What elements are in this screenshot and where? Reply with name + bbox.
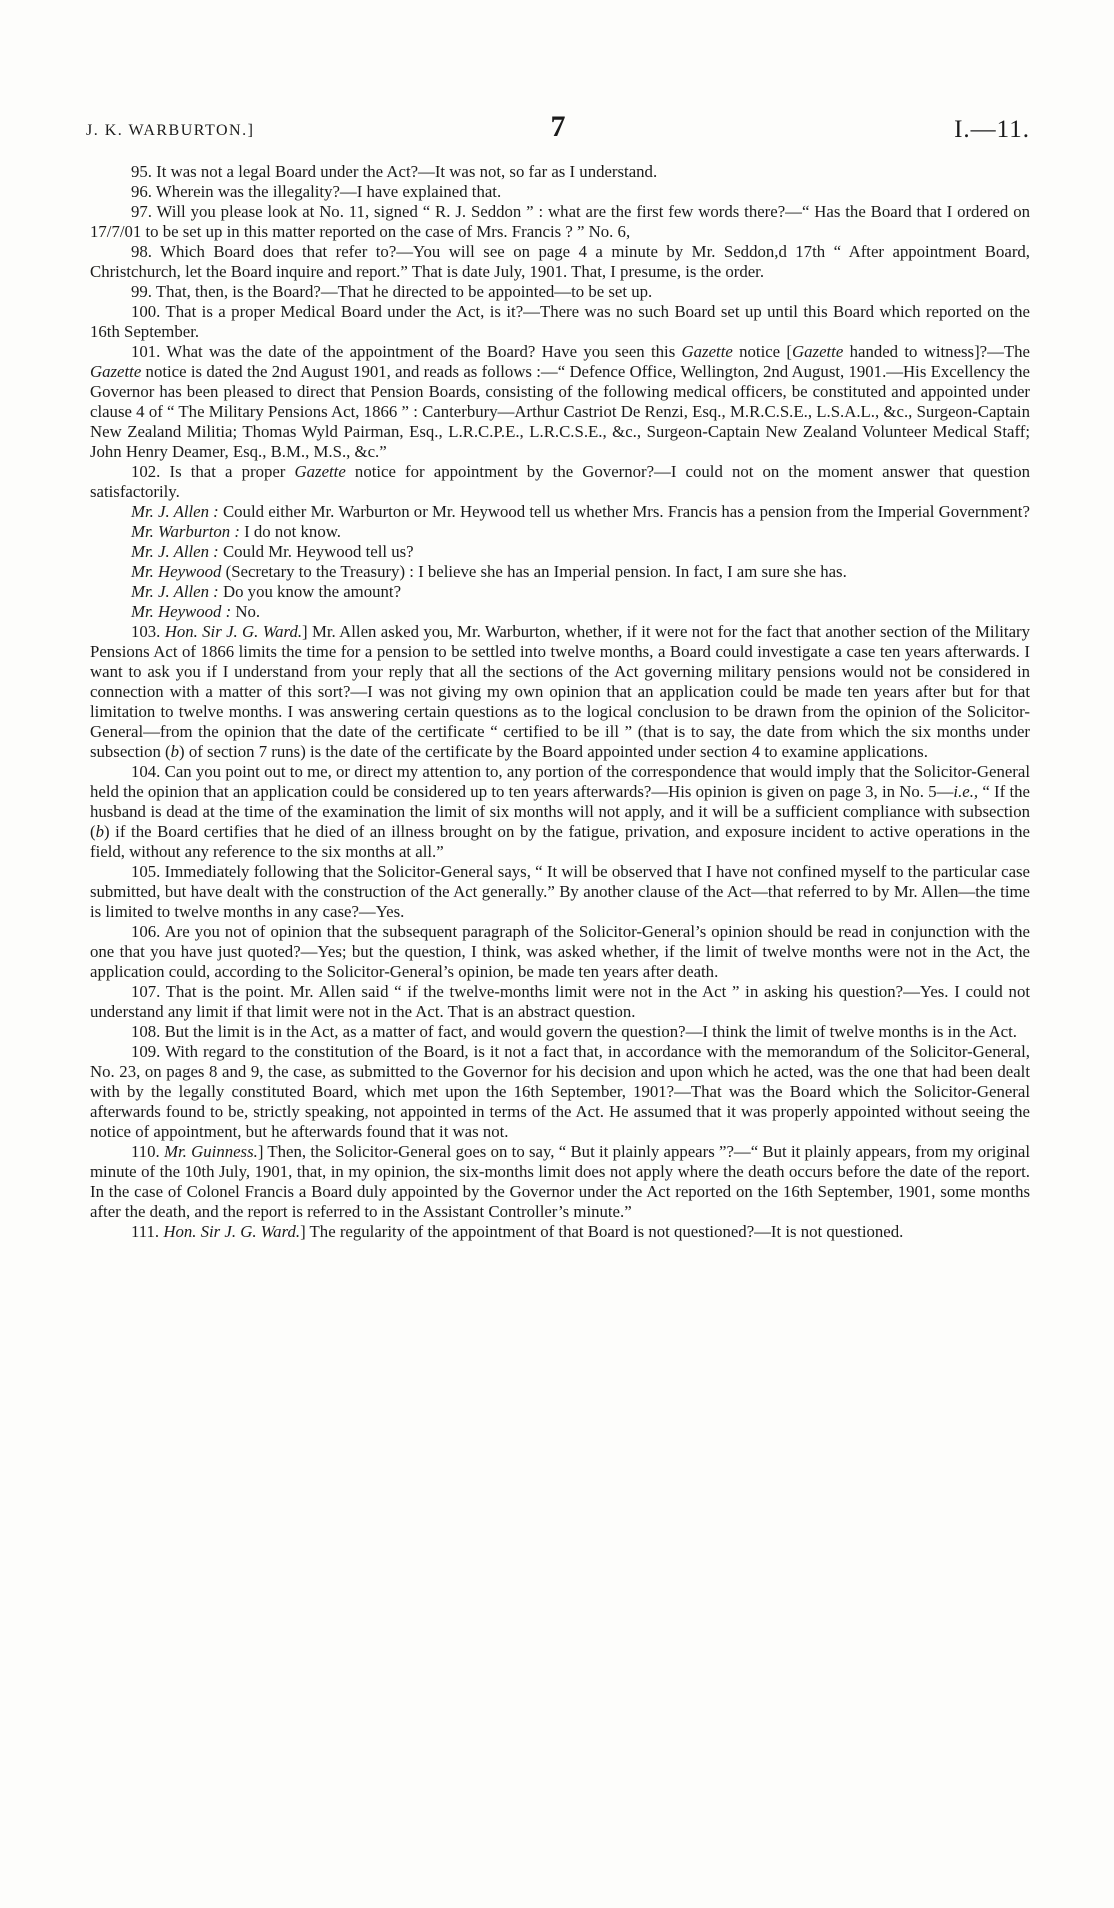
text-run: 109. With regard to the constitution of the Board, is it not a fact that, in accordance with the memorandum of the Solicitor-General, No. 23, on pages 8 and 9, the case, as submitted to the Governor for his decision and upon which he acted, was the one that had been dealt with by the legally constituted Board, which met upon the 16th September, 1901?—That was the Board which the Solicitor-General afterwards found to be, strictly speaking, not appointed in terms of the Act. He assumed that it was properly appointed without seeing the notice of appointment, but he afterwards found that it was not.: [90, 1042, 1030, 1141]
text-run: 107. That is the point. Mr. Allen said “ if the twelve-months limit were not in the Act ” in asking his question?—Yes. I could not understand any limit if that limit were not in the Act. That is an abstract question.: [90, 982, 1030, 1021]
text-run: “ If the husband is dead at the time of the examination the limit of six months will not apply, and it will be a sufficient compliance with subsection (: [90, 782, 1030, 841]
page-header: [86, 110, 1030, 150]
paragraph: [90, 1042, 1030, 1142]
paragraph: [90, 502, 1030, 522]
text-run: 110.: [131, 1142, 165, 1161]
italic-text: Gazette: [792, 342, 844, 361]
document-body: [90, 162, 1030, 1242]
text-run: 106. Are you not of opinion that the subsequent paragraph of the Solicitor-General’s opinion should be read in conjunction with the one that you have just quoted?—Yes; but the question, I think, was asked whether, if the limit of twelve months were not in the Act, the application could, according to the Solicitor-General’s opinion, be made ten years after death.: [90, 922, 1030, 981]
text-run: 111.: [131, 1222, 164, 1241]
italic-text: Gazette: [90, 362, 142, 381]
italic-text: Hon. Sir J. G. Ward.: [163, 1222, 301, 1241]
text-run: notice for appointment by the Governor?—I could not on the moment answer that question satisfactorily.: [90, 462, 1030, 501]
text-run: 96. Wherein was the illegality?—I have explained that.: [131, 182, 502, 201]
paragraph: [90, 602, 1030, 622]
paragraph: [90, 922, 1030, 982]
paragraph: [90, 302, 1030, 342]
text-run: handed to witness]?—The: [843, 342, 1030, 361]
document-reference: I.—11.: [954, 116, 1030, 143]
text-run: 95. It was not a legal Board under the Act?—It was not, so far as I understand.: [131, 162, 658, 181]
text-run: 101. What was the date of the appointment of the Board? Have you seen this: [131, 342, 682, 361]
paragraph: [90, 1142, 1030, 1222]
text-run: (Secretary to the Treasury) : I believe she has an Imperial pension. In fact, I am sure she has.: [221, 562, 847, 581]
paragraph: [90, 762, 1030, 862]
text-run: ) if the Board certifies that he died of an illness brought on by the fatigue, privation, and exposure incident to active operations in the field, without any reference to the six months at all.”: [90, 822, 1030, 861]
italic-text: Mr. J. Allen :: [131, 582, 219, 601]
italic-text: Mr. Warburton :: [131, 522, 240, 541]
text-run: ] The regularity of the appointment of that Board is not questioned?—It is not questioned.: [300, 1222, 904, 1241]
paragraph: [90, 342, 1030, 462]
paragraph: [90, 182, 1030, 202]
italic-text: Mr. Guinness.: [164, 1142, 258, 1161]
paragraph: [90, 282, 1030, 302]
text-run: notice is dated the 2nd August 1901, and reads as follows :—“ Defence Office, Wellington, 2nd August, 1901.—His Excellency the Governor has been pleased to direct that Pension Boards, consisting of the following medical officers, be constituted and appointed under clause 4 of “ The Military Pensions Act, 1866 ” : Canterbury—Arthur Castriot De Renzi, Esq., M.R.C.S.E., L.S.A.L., &c., Surgeon-Captain New Zealand Militia; Thomas Wyld Pairman, Esq., L.R.C.P.E., L.R.C.S.E., &c., Surgeon-Captain New Zealand Volunteer Medical Staff; John Henry Deamer, Esq., B.M., M.S., &c.”: [90, 362, 1030, 461]
italic-text: Mr. Heywood :: [131, 602, 232, 621]
text-run: notice [: [732, 342, 793, 361]
text-run: I do not know.: [239, 522, 341, 541]
text-run: 100. That is a proper Medical Board under the Act, is it?—There was no such Board set up until this Board which reported on the 16th September.: [90, 302, 1030, 341]
text-run: 102. Is that a proper: [131, 462, 295, 481]
text-run: 99. That, then, is the Board?—That he directed to be appointed—to be set up.: [131, 282, 653, 301]
text-run: ] Mr. Allen asked you, Mr. Warburton, whether, if it were not for the fact that another section of the Military Pensions Act of 1866 limits the time for a pension to be settled into twelve months, a Board could investigate a case ten years afterwards. I want to ask you if I understand from your reply that all the sections of the Act governing military pensions would not be considered in connection with a matter of this sort?—I was not giving my own opinion that an application could be made ten years after but for that limitation to twelve months. I was answering certain questions as to the logical conclusion to be drawn from the opinion of the Solicitor-General—from the opinion that the date of the certificate “ certified to be ill ” (that is to say, the date from which the six months under subsection (: [90, 622, 1031, 761]
text-run: Could Mr. Heywood tell us?: [218, 542, 414, 561]
paragraph: [90, 862, 1030, 922]
italic-text: i.e.,: [953, 782, 979, 801]
text-run: ) of section 7 runs) is the date of the certificate by the Board appointed under section 4 to examine applications.: [179, 742, 928, 761]
italic-text: Gazette: [294, 462, 346, 481]
paragraph: [90, 582, 1030, 602]
header-witness-name: J. K. WARBURTON.]: [86, 122, 255, 139]
italic-text: Gazette: [681, 342, 733, 361]
text-run: 104. Can you point out to me, or direct my attention to, any portion of the correspondence that would imply that the Solicitor-General held the opinion that an application could be considered up to ten years afterwards?—His opinion is given on page 3, in No. 5—: [90, 762, 1030, 801]
italic-text: Mr. J. Allen :: [131, 502, 219, 521]
text-run: Do you know the amount?: [218, 582, 402, 601]
italic-text: b: [95, 822, 104, 841]
text-run: No.: [231, 602, 261, 621]
paragraph: [90, 622, 1030, 762]
paragraph: [90, 1222, 1030, 1242]
paragraph: [90, 162, 1030, 182]
italic-text: b: [170, 742, 180, 761]
paragraph: [90, 562, 1030, 582]
page-number: 7: [550, 110, 566, 143]
text-run: Could either Mr. Warburton or Mr. Heywood tell us whether Mrs. Francis has a pension from the Imperial Government?: [218, 502, 1030, 521]
paragraph: [90, 1022, 1030, 1042]
text-run: ] Then, the Solicitor-General goes on to say, “ But it plainly appears ”?—“ But it plainly appears, from my original minute of the 10th July, 1901, that, in my opinion, the six-months limit does not apply where the death occurs before the date of the report. In the case of Colonel Francis a Board duly appointed by the Governor under the Act reported on the 16th September, 1901, some months after the death, and the report is referred to in the Assistant Controller’s minute.”: [90, 1142, 1030, 1221]
italic-text: Mr. Heywood: [131, 562, 222, 581]
italic-text: Mr. J. Allen :: [131, 542, 219, 561]
text-run: 97. Will you please look at No. 11, signed “ R. J. Seddon ” : what are the first few words there?—“ Has the Board that I ordered on 17/7/01 to be set up in this matter reported on the case of Mrs. Francis ? ” No. 6,: [90, 202, 1030, 241]
paragraph: [90, 522, 1030, 542]
paragraph: [90, 462, 1030, 502]
paragraph: [90, 202, 1030, 242]
text-run: 103.: [131, 622, 165, 641]
paragraph: [90, 542, 1030, 562]
text-run: 108. But the limit is in the Act, as a matter of fact, and would govern the question?—I think the limit of twelve months is in the Act.: [131, 1022, 1017, 1041]
text-run: 105. Immediately following that the Solicitor-General says, “ It will be observed that I have not confined myself to the particular case submitted, but have dealt with the construction of the Act generally.” By another clause of the Act—that referred to by Mr. Allen—the time is limited to twelve months in any case?—Yes.: [90, 862, 1030, 921]
paragraph: [90, 982, 1030, 1022]
text-run: 98. Which Board does that refer to?—You will see on page 4 a minute by Mr. Seddon,d 17th “ After appointment Board, Christchurch, let the Board inquire and report.” That is date July, 1901. That, I presume, is the order.: [90, 242, 1030, 281]
paragraph: [90, 242, 1030, 282]
italic-text: Hon. Sir J. G. Ward.: [164, 622, 303, 641]
